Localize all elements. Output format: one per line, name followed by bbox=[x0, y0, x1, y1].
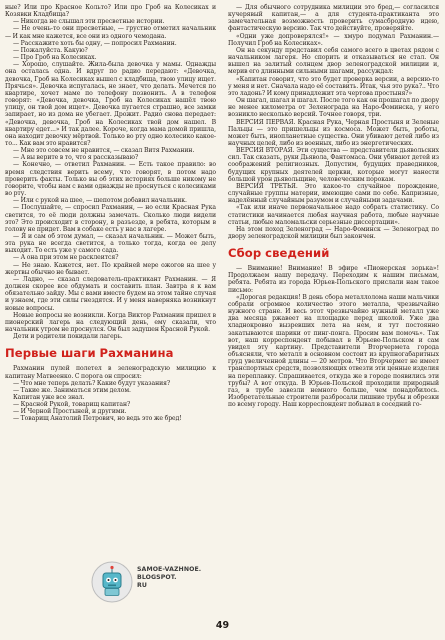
paragraph: — Про Гроб на Колесиках. bbox=[13, 54, 97, 62]
paragraph: — Никогда не слышал эти пресветные истории. bbox=[13, 18, 165, 26]
paragraph: Рахманин пулей полетел в зеленоградскую милицию к капитану Матвеенко. С порога он спросил: bbox=[5, 365, 216, 380]
logo-line: BLOGSPOT. bbox=[137, 574, 177, 581]
paragraph: Дети и родители покидали лагерь. bbox=[13, 333, 123, 341]
paragraph: Он шагал, шагал и шагал. После того как он прошагал по двору не менее километра от Зеленограда на Наро-Фоминска, у него возникло несколько версий. Точнее говоря, три. bbox=[228, 97, 439, 119]
left-column bbox=[5, 4, 216, 423]
robot-logo-icon bbox=[90, 560, 134, 604]
paragraph: — А она при этом не расклеится? bbox=[13, 254, 119, 262]
paragraph: Капитан уже все знал. bbox=[13, 393, 85, 401]
paragraph: ВЕРСИЯ ВТОРАЯ. Эти существа — представители дьявольских сил. Так сказать, руки Дьявола, Фантомаса. Они убивают детей из соображений религиозных. Допустим, будущих праведников, будущих крупных деятелей церкви, которые могут нанести большой урон дьявольщине, человеческим порокам. bbox=[228, 147, 439, 183]
paragraph: — Расскажите хоть бы одну, — попросил Рахманин. bbox=[13, 39, 177, 47]
paragraph: — Или с рукой на шее, — шепотом добавил начальник. bbox=[13, 197, 187, 205]
paragraph: «Так или иначе первоначальное надо собрать статистику. Со статистики начинается любая научная работа, любые научные статьи, любые маломальски серьезные диссертации». bbox=[228, 204, 439, 226]
paragraph: — Товарищ Анатолий Петрович, но ведь это же бред! bbox=[13, 415, 182, 423]
paragraph: — Не очень-то они пресветные, — грустно отметил начальник — И как мне кажется, все они из одного чемодана. bbox=[5, 25, 216, 40]
paragraph: — Не знаю. Кажется, нет. По крайней мере ожогов на шее у жертвы обычно не бывает. bbox=[5, 261, 216, 276]
paragraph: — Пожалуйста. Какую? bbox=[13, 46, 88, 54]
paragraph: Он на секунду представил себя самого всего в цветах рядом с начальником лагеря. Но спорить и отказываться не стал. Он вышел на залитый солнцем двор зеленоградской милиции и, мерив его длинными сильными шагами, рассуждал: bbox=[228, 46, 439, 76]
paragraph: — Для обычного сотрудника милиции это бред,— согласился кучерявый капитан,— а для студента-практиканта это замечательная возможность проверить сумасбродную идею, фантастическую версию. Так что действуйте, проверяйте. bbox=[228, 4, 439, 33]
paragraph: — Красной Рукой, товарищ капитан? bbox=[13, 401, 131, 409]
paragraph: — Конечно, — ответил Рахманин. — Есть такое правило: во время следствия верить всему, что говорят, в потом надо проверить факты. Только вы об этих историях больше никому не говорите, чтобы нам с вами однажды не проснуться с колесиками во рту. bbox=[5, 161, 216, 198]
paragraph: — Такие же. Заниматься этим делом. bbox=[13, 386, 131, 394]
paragraph: — Хорошо, слушайте. Жила-была девочка у мамы. Однажды она осталась одна. И вдруг по радио передают: «Девочка, девочка, Гроб на Колесиках вышел с кладбища, твою улицу ищет. Прячься». Девочка испугалась, не знает, что делать. Мечется по квартире, хочет маме по телефону позвонить. А в телефон говорят: «Девочка, девочка, Гроб на Колесиках нашёл твою улицу, он твой дом ищет». Девочка пугается страшно, все замки запирает, но из дома не убегает. Дрожит. Радио снова передает: «Девочка, девочка, Гроб на Колесиках твой дом нашел. В квартиру едет...» И так далее. Короче, когда мама домой пришла, она находит девочку мёртвой. Только во рту одно колесико какое-то... Как вам это нравится? bbox=[5, 61, 216, 147]
logo-line: SAMOE-VAZHNOE. bbox=[137, 566, 202, 573]
paragraph: — Ладно, — сказал следователь-практикант Рахманин. — Я должен скорее все обдумать и составить план. Завтра я к вам обязательно зайду. Мы с вами вместе будем на этом тайне случая и узнаем, где эти силы гнездятся. И у меня наверняка возникнут новые вопросы. bbox=[5, 275, 216, 312]
paragraph: — Послушайте, — спросил Рахманин, — но если Красная Рука светится, то её люди должны замечать. Сколько люди видели это? Это происходит в сторону, в разъезде, в ребята, которым в голову не придет. Вам в собаке есть у нас в лагере. bbox=[5, 204, 216, 233]
paragraph: — И Черной Простыней, и другими. bbox=[13, 408, 127, 416]
paragraph: — Мне это совсем не нравится, — сказал Витя Рахманин. bbox=[13, 147, 195, 155]
section-heading: Сбор сведений bbox=[228, 246, 330, 261]
page-number: 49 bbox=[215, 620, 230, 631]
paragraph: — Внимание! Внимание! В эфире «Пионерская зорька»! Продолжаем нашу передачу. Переходим к нашим письмам, ребята. Ребята из города Юрьев-Польского прислали нам такое письмо: bbox=[228, 265, 439, 294]
paragraph: ные? Или про Красное Кольто? Или про Гроб на Колесиках и Козявки Кладбища? bbox=[5, 4, 216, 19]
paragraph: — Что мне теперь делать? Какие будут указания? bbox=[13, 379, 171, 387]
paragraph: ВЕРСИЯ ПЕРВАЯ. Красная Рука, Черная Простыня и Зеленые Пальцы — это пришельцы из космоса. Может быть, роботы, может быть, инопланетные существа. Они убивают детей либо из научных целей, либо из военных, либо из энергетических. bbox=[228, 118, 439, 147]
paragraph: — А вы верите в то, что я рассказываю? bbox=[13, 154, 139, 162]
paragraph: «Дорогая редакция! В день сбора металлолома наши мальчики собрали огромное количество этого металла, чрезвычайно нужного стране. И весь этот чрезвычайно нужный металл уже два месяца ржавеет на площадке перед школой. Уже два хладнокровно вызревших лета на нем, и тут постоянно закатываются шарики от пинг-понга. Просим вам помочь». Так вот, наш корреспондент побывал в Юрьеве-Польском и сам увидел эту картину. Представители Вторчермета города объясняли, что металл в основном состоит из крупногабаритных груд увеличенной длины — 20 метров. Что Вторчермет не имеет транспортных средств, позволяющих отвезти эти ценные изделия на переплавку. Спрашивается, откуда же в городе появились эти трубы? А вот откуда. В Юрьев-Польской проходили природный газ, в трубе завезли немного больше, чем понадобилось. Изобретательные строители разбросали лишние трубы и обрезки по всему городу. Наш корреспондент побывал в соседний го- bbox=[228, 293, 439, 409]
logo-line: RU bbox=[137, 582, 147, 589]
paragraph: «Капитан говорит, что это будет проверка версии, а версию-то у меня и нет. Сначала надо её составить. Итак, чья это рука?.. Что это ладонь? И кому принадлежит эта чертова простыня?» bbox=[228, 75, 439, 97]
section-heading: Первые шаги Рахманина bbox=[5, 346, 174, 361]
paragraph: «Одни уже допроверялся!» — хмуро подумал Рахманин.— Получил Гроб на Колесиках». bbox=[228, 32, 439, 47]
right-column bbox=[228, 4, 439, 408]
paragraph: На этом поход Зеленоград — Наро-Фоминск — Зеленоград по двору зеленоградской милиции был закончен. bbox=[228, 225, 439, 240]
paragraph: ВЕРСИЯ ТРЕТЬЯ. Это какое-то случайное порождение, случайные группы материи, имеющие сами по себе. Капризные, наделённый случайным разумом и случайными задачами. bbox=[228, 182, 439, 205]
paragraph: Новые вопросы не возникли. Когда Виктор Рахманин пришел в пионерский лагерь на следующий день, ему сказали, что начальник утром не проснулся. Он был задушен Красной Рукой. bbox=[5, 311, 216, 334]
blog-logo-text bbox=[137, 566, 201, 590]
paragraph: — Я и сам об этом думал, — сказал начальник. — Может быть, эта рука не всегда светится, а только тогда, когда ее делу выходит. То есть уже у самого сада. bbox=[5, 233, 216, 255]
